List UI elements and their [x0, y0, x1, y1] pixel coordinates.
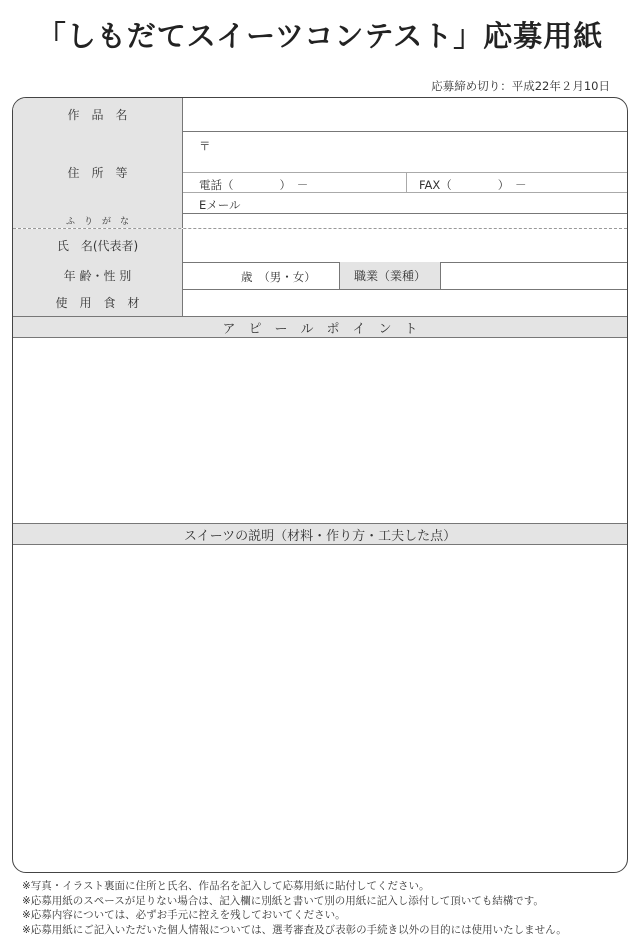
furigana-label: ふ り が な — [13, 213, 183, 228]
age-gender-label: 年 齢・性 別 — [13, 262, 183, 289]
address-label: 住 所 等 — [13, 131, 183, 213]
form-title: 「しもだてスイーツコンテスト」応募用紙 — [36, 19, 604, 53]
postal-mark: 〒 — [199, 139, 211, 153]
name-field[interactable] — [184, 229, 628, 262]
ingredients-label: 使 用 食 材 — [13, 289, 183, 316]
description-area[interactable] — [13, 545, 628, 872]
work-name-field[interactable] — [184, 98, 628, 131]
application-form — [12, 97, 628, 873]
address-field[interactable] — [184, 138, 628, 172]
appeal-area[interactable] — [13, 338, 628, 523]
phone-label: 電話（ ） － — [199, 178, 309, 192]
age-gender-value[interactable]: 歳 （男・女） — [241, 270, 316, 284]
email-label: Eメール — [199, 198, 241, 212]
note-item: ※応募用紙にご記入いただいた個人情報については、選考審査及び表彰の手続き以外の目的には使用いたしません。 — [22, 923, 567, 936]
appeal-header: ア ピ ー ル ポ イ ン ト — [13, 316, 627, 338]
deadline-text: 応募締め切り：平成22年２月10日 — [431, 79, 610, 93]
description-header: スイーツの説明（材料・作り方・工夫した点） — [13, 523, 627, 545]
occupation-field[interactable] — [442, 262, 628, 289]
fax-label: FAX（ ） － — [419, 178, 527, 192]
note-item: ※応募内容については、必ずお手元に控えを残しておいてください。 — [22, 909, 346, 921]
note-item: ※応募用紙のスペースが足りない場合は、記入欄に別紙と書いて別の用紙に記入し添付して頂いても結構です。 — [22, 894, 544, 907]
furigana-field[interactable] — [184, 213, 628, 228]
work-name-label: 作 品 名 — [13, 98, 183, 131]
occupation-label: 職業（業種） — [339, 262, 441, 289]
ingredients-field[interactable] — [184, 289, 628, 316]
note-item: ※写真・イラスト裏面に住所と氏名、作品名を記入して応募用紙に貼付してください。 — [22, 880, 430, 892]
notes — [22, 879, 567, 937]
name-label: 氏 名(代表者) — [13, 229, 183, 262]
